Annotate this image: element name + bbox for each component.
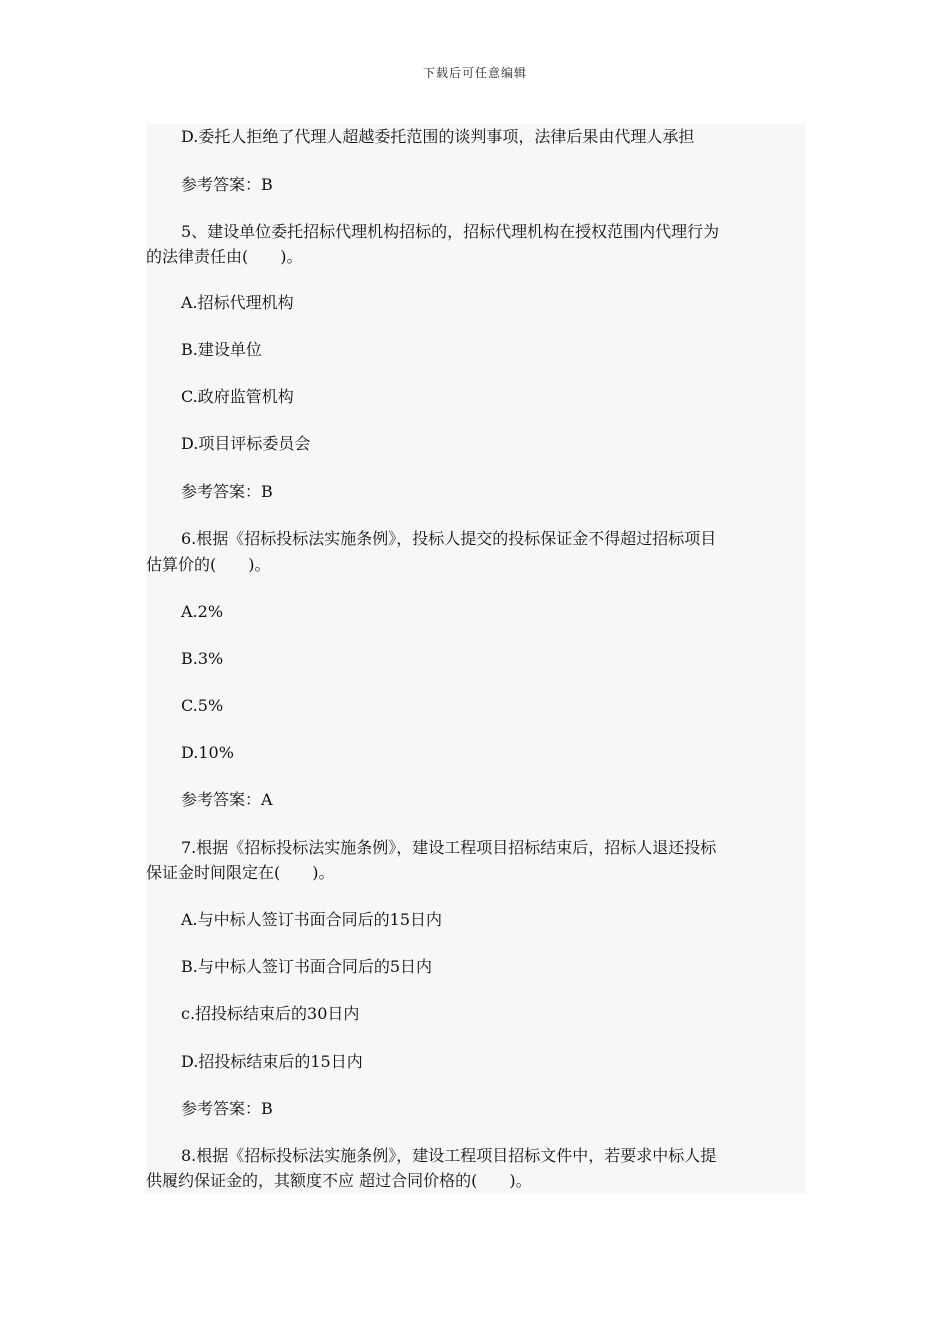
question-line: 6.根据《招标投标法实施条例》，投标人提交的投标保证金不得超过招标项目 bbox=[181, 529, 717, 548]
document-body bbox=[146, 124, 806, 1194]
option-line: B.建设单位 bbox=[181, 340, 262, 359]
page-header-note: 下载后可任意编辑 bbox=[422, 66, 527, 80]
question-line-continued: 供履约保证金的，其额度不应 超过合同价格的( )。 bbox=[146, 1171, 532, 1190]
option-line: B.与中标人签订书面合同后的5日内 bbox=[181, 957, 433, 976]
answer-line: 参考答案：B bbox=[181, 482, 273, 501]
answer-line: 参考答案：B bbox=[181, 175, 273, 194]
option-line: D.委托人拒绝了代理人超越委托范围的谈判事项，法律后果由代理人承担 bbox=[181, 127, 695, 146]
question-line-continued: 估算价的( )。 bbox=[146, 555, 271, 574]
question-line-continued: 保证金时间限定在( )。 bbox=[146, 863, 335, 882]
option-line: D.项目评标委员会 bbox=[181, 434, 311, 453]
question-line: 8.根据《招标投标法实施条例》，建设工程项目招标文件中，若要求中标人提 bbox=[181, 1146, 717, 1165]
question-line-continued: 的法律责任由( )。 bbox=[146, 247, 303, 266]
option-line: C.政府监管机构 bbox=[181, 387, 294, 406]
option-line: D.10% bbox=[181, 743, 234, 762]
answer-line: 参考答案：B bbox=[181, 1099, 273, 1118]
option-line: c.招投标结束后的30日内 bbox=[181, 1004, 360, 1023]
option-line: C.5% bbox=[181, 696, 224, 715]
answer-line: 参考答案：A bbox=[181, 790, 273, 809]
option-line: A.2% bbox=[181, 602, 224, 621]
option-line: B.3% bbox=[181, 649, 224, 668]
option-line: A.招标代理机构 bbox=[181, 293, 294, 312]
option-line: D.招投标结束后的15日内 bbox=[181, 1052, 363, 1071]
question-line: 7.根据《招标投标法实施条例》，建设工程项目招标结束后，招标人退还投标 bbox=[181, 838, 717, 857]
question-line: 5、建设单位委托招标代理机构招标的，招标代理机构在授权范围内代理行为 bbox=[181, 222, 720, 241]
option-line: A.与中标人签订书面合同后的15日内 bbox=[181, 910, 443, 929]
